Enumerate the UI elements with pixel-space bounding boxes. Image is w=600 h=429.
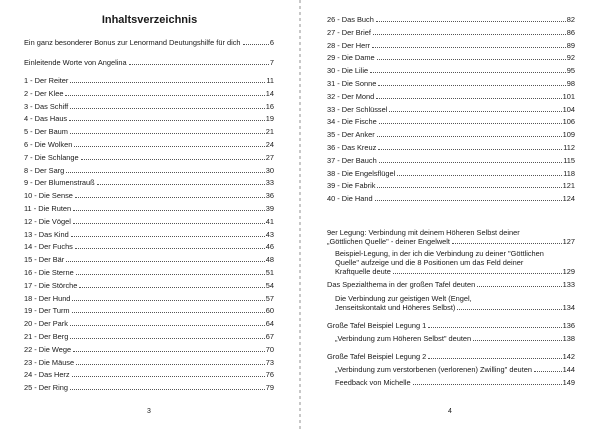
toc-subsection-geistige-welt[interactable]	[335, 294, 575, 312]
leader-dots	[70, 108, 265, 109]
toc-entry-page: 109	[562, 130, 575, 140]
toc-entry-page: 51	[265, 268, 274, 277]
toc-entry-label: Das Spezialthema in der großen Tafel deuten	[327, 280, 476, 289]
leader-dots	[397, 175, 562, 176]
toc-entry-label: 38 - Die Engelsflügel	[327, 168, 396, 178]
toc-entry-label: 9 - Der Blumenstrauß	[24, 178, 95, 188]
toc-entry-page: 39	[265, 204, 274, 213]
toc-entry-label: 12 - Die Vögel	[24, 216, 71, 226]
leader-dots	[73, 223, 265, 224]
toc-entry[interactable]	[24, 294, 274, 303]
toc-entry-label: 21 - Der Berg	[24, 332, 69, 341]
leader-dots	[428, 358, 561, 359]
toc-entry-page: 7	[269, 58, 274, 67]
toc-entry-label: Große Tafel Beispiel Legung 2	[327, 352, 427, 361]
toc-entry-label: 32 - Der Mond	[327, 91, 375, 101]
toc-entry-label: 25 - Der Ring	[24, 383, 68, 393]
toc-entry-page: 133	[562, 280, 575, 289]
toc-entry[interactable]	[24, 102, 274, 111]
toc-entry-label: 37 - Der Bauch	[327, 155, 377, 165]
toc-entry-label: 27 - Der Brief	[327, 27, 371, 37]
toc-section-9er-legung[interactable]	[327, 228, 575, 246]
toc-section-spezialthema[interactable]	[327, 280, 575, 289]
leader-dots	[413, 384, 562, 385]
leader-dots	[70, 338, 264, 339]
leader-dots	[389, 111, 561, 112]
toc-entry-label: 8 - Der Sarg	[24, 165, 65, 175]
leader-dots	[393, 273, 562, 274]
toc-entry-label: Feedback von Michelle	[335, 378, 411, 387]
toc-entry-page: 73	[265, 357, 274, 367]
toc-entry-page: 33	[265, 178, 274, 188]
leader-dots	[66, 261, 265, 262]
toc-entry-page: 92	[566, 53, 575, 63]
toc-entry[interactable]	[327, 130, 575, 139]
toc-entry[interactable]	[24, 358, 274, 367]
toc-entry[interactable]	[24, 191, 274, 200]
toc-entry-page: 14	[265, 88, 274, 98]
toc-entry-label: 16 - Die Sterne	[24, 268, 74, 277]
toc-entry-label: 13 - Das Kind	[24, 229, 69, 239]
toc-entry-page: 89	[566, 40, 575, 50]
toc-entry-label: Große Tafel Beispiel Legung 1	[327, 321, 427, 330]
toc-entry-page: 98	[566, 79, 575, 88]
toc-entry-label: Kraftquelle deute	[335, 267, 391, 276]
leader-dots	[76, 274, 265, 275]
leader-dots	[72, 376, 265, 377]
leader-dots	[379, 123, 562, 124]
toc-entry[interactable]	[24, 370, 274, 379]
toc-entry-label: Ein ganz besonderer Bonus zur Lenormand Deutungshilfe für dich	[24, 38, 241, 47]
toc-entry[interactable]	[327, 53, 575, 62]
toc-entry-page: 6	[269, 38, 274, 47]
toc-entry[interactable]	[327, 169, 575, 178]
leader-dots	[65, 95, 264, 96]
toc-entry[interactable]	[24, 38, 274, 47]
toc-entry-page: 118	[563, 168, 575, 178]
toc-entry[interactable]	[24, 319, 274, 328]
toc-entry-page: 41	[265, 216, 274, 226]
page-title: Inhaltsverzeichnis	[101, 14, 198, 26]
toc-entry-label: 7 - Die Schlange	[24, 152, 79, 162]
toc-entry-label: 40 - Die Hand	[327, 194, 373, 204]
toc-entry-page: 76	[265, 370, 274, 380]
toc-entry-page: 48	[265, 255, 274, 265]
toc-entry-page: 82	[566, 15, 575, 24]
toc-entry-label: 15 - Der Bär	[24, 255, 65, 265]
toc-entry[interactable]	[24, 166, 274, 175]
toc-entry-page: 36	[265, 191, 274, 201]
leader-dots	[70, 82, 265, 83]
toc-entry-page: 138	[562, 334, 575, 343]
leader-dots	[73, 351, 265, 352]
left-page	[0, 0, 299, 429]
leader-dots	[377, 59, 566, 60]
leader-dots	[70, 133, 265, 134]
toc-entry-label: 5 - Der Baum	[24, 127, 68, 137]
toc-entry-label: 36 - Das Kreuz	[327, 143, 377, 152]
toc-entry-label: 23 - Die Mäuse	[24, 357, 75, 367]
toc-entry-page: 149	[562, 378, 575, 387]
leader-dots	[377, 136, 562, 137]
toc-section-legung-1[interactable]	[327, 321, 575, 330]
toc-entry-label: 20 - Der Park	[24, 319, 68, 329]
toc-entry-page: 86	[566, 27, 575, 37]
toc-entry-page: 70	[265, 344, 274, 354]
toc-entry-label: 39 - Die Fabrik	[327, 181, 376, 191]
leader-dots	[71, 236, 265, 237]
toc-entry[interactable]	[24, 140, 274, 149]
leader-dots	[376, 21, 566, 22]
toc-entry-page: 134	[562, 303, 575, 312]
leader-dots	[70, 389, 265, 390]
toc-entry-page: 101	[562, 91, 575, 101]
leader-dots	[70, 325, 265, 326]
toc-entry-page: 124	[562, 194, 575, 204]
toc-entry-label: 10 - Die Sense	[24, 191, 73, 201]
toc-entry-page: 57	[265, 293, 274, 303]
leader-dots	[69, 120, 265, 121]
toc-entry-label: Jenseitskontakt und Höheres Selbst)	[335, 303, 456, 312]
leader-dots	[129, 64, 269, 65]
right-page	[301, 0, 600, 429]
toc-subsection-zwilling[interactable]	[335, 365, 575, 374]
toc-section-legung-2[interactable]	[327, 352, 575, 361]
toc-entry[interactable]	[24, 217, 274, 226]
leader-dots	[72, 312, 265, 313]
toc-entry-page: 27	[265, 152, 274, 162]
toc-entry-label: 33 - Der Schlüssel	[327, 104, 388, 114]
toc-entry-label: 30 - Die Lilie	[327, 66, 369, 76]
toc-entry-page: 144	[562, 365, 575, 374]
toc-entry-page: 127	[562, 237, 575, 246]
leader-dots	[428, 327, 561, 328]
toc-entry[interactable]	[24, 383, 274, 392]
toc-entry-label: 34 - Die Fische	[327, 117, 377, 127]
leader-dots	[243, 44, 269, 45]
toc-subsection-feedback[interactable]	[335, 378, 575, 387]
toc-entry-page: 79	[265, 383, 274, 393]
toc-entry-label: 31 - Die Sonne	[327, 79, 377, 88]
toc-entry-page: 67	[265, 332, 274, 341]
leader-dots	[75, 248, 265, 249]
toc-entry-page: 60	[265, 306, 274, 316]
toc-entry[interactable]	[24, 178, 274, 187]
toc-entry-label: Einleitende Worte von Angelina	[24, 58, 127, 67]
leader-dots	[97, 184, 265, 185]
page-number: 4	[448, 408, 452, 415]
toc-entry[interactable]	[24, 281, 274, 290]
toc-entry-label: „Göttlichen Quelle" - deiner Engelwelt	[327, 237, 450, 246]
leader-dots	[452, 243, 562, 244]
toc-entry[interactable]	[24, 127, 274, 136]
toc-entry[interactable]	[24, 153, 274, 162]
leader-dots	[473, 340, 562, 341]
toc-entry-page: 54	[265, 280, 274, 290]
toc-entry[interactable]	[24, 306, 274, 315]
toc-entry[interactable]	[24, 114, 274, 123]
toc-entry-label: 6 - Die Wolken	[24, 140, 73, 149]
toc-entry-label: 18 - Der Hund	[24, 293, 71, 303]
toc-entry[interactable]	[24, 89, 274, 98]
leader-dots	[66, 172, 265, 173]
toc-entry-label: Beispiel-Legung, in der ich die Verbindung zu deiner "Göttlichen	[335, 249, 544, 258]
leader-dots	[72, 300, 264, 301]
toc-entry-label: 3 - Das Schiff	[24, 101, 69, 111]
leader-dots	[373, 34, 566, 35]
leader-dots	[76, 364, 265, 365]
toc-entry-label: 35 - Der Anker	[327, 130, 375, 140]
leader-dots	[378, 149, 562, 150]
toc-entry-page: 104	[562, 104, 575, 114]
leader-dots	[73, 210, 265, 211]
toc-entry-page: 112	[563, 143, 575, 152]
toc-entry[interactable]	[327, 194, 575, 203]
toc-entry-page: 21	[265, 127, 274, 137]
toc-entry[interactable]	[24, 345, 274, 354]
toc-entry[interactable]	[24, 58, 274, 67]
toc-entry-label: 1 - Der Reiter	[24, 76, 69, 85]
toc-entry-page: 95	[566, 66, 575, 76]
leader-dots	[377, 187, 561, 188]
toc-entry[interactable]	[24, 204, 274, 213]
toc-entry[interactable]	[327, 105, 575, 114]
toc-entry[interactable]	[24, 268, 274, 277]
toc-entry-label: Quelle" aufzeige und die 8 Positionen um das Feld deiner	[335, 258, 524, 267]
toc-entry-page: 30	[265, 165, 274, 175]
toc-entry-page: 19	[265, 114, 274, 124]
leader-dots	[378, 85, 565, 86]
toc-entry[interactable]	[327, 15, 575, 24]
leader-dots	[74, 146, 264, 147]
toc-entry-page: 106	[562, 117, 575, 127]
toc-entry-page: 24	[265, 140, 274, 149]
page-number: 3	[147, 408, 151, 415]
toc-entry-label: 17 - Die Störche	[24, 280, 78, 290]
toc-entry-page: 46	[265, 242, 274, 252]
toc-entry-label: 26 - Das Buch	[327, 15, 374, 24]
toc-entry[interactable]	[327, 41, 575, 50]
toc-entry-label: 19 - Der Turm	[24, 306, 70, 316]
toc-entry[interactable]	[24, 76, 274, 85]
leader-dots	[79, 287, 264, 288]
toc-entry-page: 121	[562, 181, 575, 191]
leader-dots	[379, 162, 562, 163]
toc-entry[interactable]	[24, 255, 274, 264]
toc-entry-label: 28 - Der Herr	[327, 40, 371, 50]
toc-entry-page: 43	[265, 229, 274, 239]
toc-entry[interactable]	[327, 143, 575, 152]
toc-entry-page: 136	[562, 321, 575, 330]
leader-dots	[376, 98, 561, 99]
toc-entry-label: 22 - Die Wege	[24, 344, 72, 354]
toc-entry[interactable]	[327, 117, 575, 126]
toc-entry[interactable]	[327, 156, 575, 165]
toc-entry-label: 4 - Das Haus	[24, 114, 68, 124]
toc-subsection-hoeheres-selbst[interactable]	[335, 334, 575, 343]
toc-entry[interactable]	[24, 230, 274, 239]
toc-entry-page: 16	[265, 101, 274, 111]
toc-entry[interactable]	[24, 242, 274, 251]
toc-entry-page: 64	[265, 319, 274, 329]
toc-entry-label: „Verbindung zum verstorbenen (verlorenen) Zwilling" deuten	[335, 365, 532, 374]
toc-entry-label: 29 - Die Dame	[327, 53, 375, 63]
leader-dots	[457, 309, 561, 310]
toc-entry-page: 11	[266, 76, 274, 85]
leader-dots	[477, 286, 561, 287]
leader-dots	[534, 371, 562, 372]
toc-entry-label: „Verbindung zum Höheren Selbst" deuten	[335, 334, 472, 343]
toc-entry[interactable]	[327, 28, 575, 37]
toc-entry-page: 142	[562, 352, 575, 361]
toc-entry[interactable]	[327, 66, 575, 75]
toc-entry-label: Die Verbindung zur geistigen Welt (Engel,	[335, 294, 472, 303]
toc-entry-label: 2 - Der Klee	[24, 88, 64, 98]
leader-dots	[81, 159, 265, 160]
toc-entry-label: 14 - Der Fuchs	[24, 242, 73, 252]
toc-entry-label: 11 - Die Ruten	[24, 204, 72, 213]
leader-dots	[75, 197, 265, 198]
toc-entry-page: 115	[563, 155, 575, 165]
leader-dots	[370, 72, 566, 73]
toc-entry-label: 9er Legung: Verbindung mit deinem Höheren Selbst deiner	[327, 228, 520, 237]
toc-entry[interactable]	[327, 79, 575, 88]
toc-entry-page: 129	[562, 267, 575, 276]
toc-subsection-beispiel-legung[interactable]	[335, 249, 575, 276]
toc-entry[interactable]	[327, 181, 575, 190]
leader-dots	[372, 47, 566, 48]
toc-entry[interactable]	[327, 92, 575, 101]
toc-entry-label: 24 - Das Herz	[24, 370, 70, 380]
leader-dots	[375, 200, 562, 201]
toc-entry[interactable]	[24, 332, 274, 341]
